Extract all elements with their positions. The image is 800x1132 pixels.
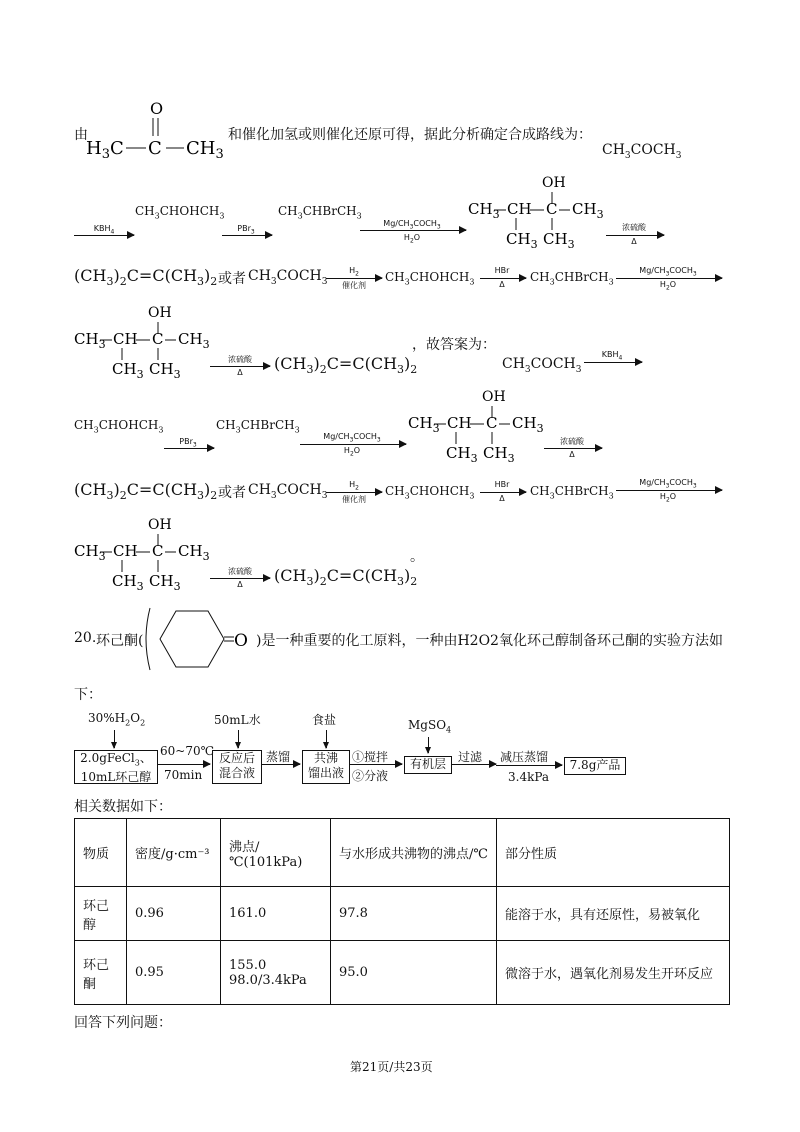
acetone-c: C (148, 138, 162, 159)
flow-arrow2 (262, 764, 300, 765)
or-text-2: 或者 (218, 485, 246, 501)
th-azeotrope: 与水形成共沸物的沸点/℃ (331, 819, 497, 887)
svg-text:CH3: $CH_3$ (149, 572, 181, 590)
flow-arrow1 (158, 764, 210, 765)
label-heat-hbr-2: Δ (499, 494, 505, 503)
flow-arrow5 (496, 765, 562, 766)
svg-text:CH: CH (507, 200, 532, 218)
q20-text: )是一种重要的化工原料，一种由H2O2氧化环己醇制备环己酮的实验方法如 (256, 633, 723, 649)
svg-text:CH3: $CH_3$ (408, 414, 440, 435)
svg-text:CH3: $CH_3$ (112, 360, 144, 378)
end-mark: 。 (410, 549, 424, 565)
svg-text:CH3: $CH_3$ (74, 330, 106, 351)
arrow-grignard-3 (300, 444, 406, 445)
flow-arrow-top3 (326, 730, 327, 748)
q20-number: 20. (74, 630, 97, 646)
label-heat-2: Δ (237, 368, 243, 377)
q20-text2: 下： (74, 687, 102, 703)
route-start-2: $CH_3COCH_3$ (248, 268, 328, 287)
route-start-1: $CH_3COCH_3$ (602, 142, 682, 161)
flow-step5-top: 减压蒸馏 (500, 750, 549, 764)
flow-box2 (212, 750, 262, 784)
or-text-1: 或者 (218, 271, 246, 287)
route-i2-d: $CH_3CHBrCH_3$ (530, 484, 614, 501)
cell-r1-c1: 环己醇 (75, 887, 127, 941)
route-start-3: $CH_3COCH_3$ (502, 356, 582, 375)
arrow-acid-2 (210, 366, 270, 367)
label-water-2: $H_2O$ (659, 280, 677, 292)
svg-text:CH3: $CH_3$ (483, 444, 515, 462)
flow-top4: MgSO$_4$ (408, 718, 452, 735)
cell-r1-c2: 0.96 (127, 887, 221, 941)
label-heat-1: Δ (631, 237, 637, 246)
label-heat-3: Δ (569, 450, 575, 459)
arrow-kbh4-2 (584, 362, 642, 363)
th-properties: 部分性质 (497, 819, 730, 887)
flow-step3a: ①搅拌 (352, 750, 389, 764)
flow-box2-l1: 反应后 (218, 751, 255, 765)
page-footer: 第21页/共23页 (350, 1060, 433, 1074)
svg-text:CH: CH (447, 414, 472, 432)
intro-prefix: 由 (74, 127, 88, 143)
flow-cond1-top: 60~70℃ (160, 744, 215, 758)
route-i2: $CH_3CHBrCH_3$ (278, 204, 362, 221)
label-h2-2: $H_2$ (349, 480, 359, 492)
route-i1-c: $CH_3CHOHCH_3$ (74, 418, 164, 435)
acetone-o: O (150, 99, 164, 118)
label-water-3: $H_2O$ (343, 446, 361, 458)
svg-text:C: C (152, 542, 164, 560)
arrow-hbr-2 (480, 492, 526, 493)
svg-text:CH3: $CH_3$ (468, 200, 500, 221)
label-water: $H_2O$ (403, 233, 421, 245)
flow-step4: 过滤 (458, 750, 483, 764)
flow-box3 (302, 750, 350, 784)
flow-box1-l2: 10mL环己醇 (80, 770, 152, 785)
flow-arrow-top1 (114, 730, 115, 748)
q20-name: 环己酮( (96, 633, 144, 649)
label-grignard-3: $Mg/CH_3COCH_3$ (323, 432, 381, 444)
flow-step3b: ②分液 (352, 769, 389, 783)
alcohol-structure-1 (466, 172, 606, 248)
alcohol-structure-4 (72, 514, 212, 590)
data-table (74, 818, 730, 1005)
th-substance: 物质 (75, 819, 127, 887)
svg-text:CH3: $CH_3$ (74, 542, 106, 563)
flow-box1-l1: 2.0gFeCl$_3$、 (80, 751, 152, 768)
svg-text:CH3: $CH_3$ (512, 414, 544, 435)
label-kbh4: $KBH_4$ (93, 224, 115, 236)
arrow-acid-3 (544, 448, 602, 449)
route-i2-c: $CH_3CHBrCH_3$ (216, 418, 300, 435)
flow-step5-bottom: 3.4kPa (508, 770, 550, 784)
product-2: $(CH_3)_2C=C(CH_3)_2$ (274, 354, 418, 377)
arrow-acid-1 (606, 235, 664, 236)
svg-text:CH3: $CH_3$ (446, 444, 478, 462)
flow-arrow4 (452, 764, 496, 765)
table-row (75, 941, 730, 1005)
label-acid-4: 浓硫酸 (228, 567, 252, 576)
table-row (75, 887, 730, 941)
arrow-h2-2 (326, 492, 382, 493)
svg-text:OH: OH (542, 175, 566, 191)
cyclohexanone-structure (144, 604, 260, 674)
route-i1: $CH_3CHOHCH_3$ (135, 204, 225, 221)
svg-text:OH: OH (148, 305, 172, 321)
product-1: $(CH_3)_2C=C(CH_3)_2$ (74, 266, 218, 289)
flow-top2: 50mL水 (214, 713, 261, 727)
flow-cond1-bottom: 70min (164, 768, 203, 782)
table-header-row (75, 819, 730, 887)
label-pbr3-2: PBr$_3$ (179, 437, 197, 449)
cell-r1-c4: 97.8 (331, 887, 497, 941)
arrow-grignard-4 (616, 490, 722, 491)
svg-text:CH3: $CH_3$ (506, 230, 538, 248)
label-acid-2: 浓硫酸 (228, 355, 252, 364)
svg-text:OH: OH (482, 389, 506, 405)
cell-r1-c5: 能溶于水，具有还原性，易被氧化 (497, 887, 730, 941)
svg-text:CH3: $CH_3$ (543, 230, 575, 248)
flow-box3-l2: 馏出液 (307, 766, 344, 780)
product-4: $(CH_3)_2C=C(CH_3)_2$ (274, 566, 418, 589)
cell-r1-c3: 161.0 (221, 887, 331, 941)
cell-r2-c5: 微溶于水，遇氧化剂易发生开环反应 (497, 941, 730, 1005)
svg-text:CH3: $CH_3$ (178, 330, 210, 351)
label-pbr3: PBr$_3$ (237, 224, 255, 236)
answer-text: ，故答案为： (412, 337, 496, 353)
label-water-4: $H_2O$ (659, 492, 677, 504)
arrow-hbr-1 (480, 278, 526, 279)
label-cat-1: 催化剂 (342, 281, 366, 290)
flow-step2: 蒸馏 (266, 750, 291, 764)
svg-text:C: C (152, 330, 164, 348)
label-h2-1: $H_2$ (349, 266, 359, 278)
flow-box4: 有机层 (404, 756, 452, 774)
product-3: $(CH_3)_2C=C(CH_3)_2$ (74, 480, 218, 503)
arrow-h2-1 (326, 278, 382, 279)
flow-box2-l2: 混合液 (218, 766, 255, 780)
label-grignard-2: $Mg/CH_3COCH_3$ (639, 266, 697, 278)
acetone-structure (86, 96, 226, 162)
cell-r2-c4: 95.0 (331, 941, 497, 1005)
cell-r2-c3: 155.0 98.0/3.4kPa (221, 941, 331, 1005)
cell-r2-c2: 0.95 (127, 941, 221, 1005)
label-kbh4-2: $KBH_4$ (601, 350, 623, 362)
flow-arrow3 (350, 764, 402, 765)
th-bp: 沸点/℃(101kPa) (221, 819, 331, 887)
flow-top3: 食盐 (312, 713, 337, 727)
table-caption: 相关数据如下： (74, 799, 172, 815)
flow-top1: $30\%H_2O_2$ (88, 711, 146, 728)
label-grignard-4: $Mg/CH_3COCH_3$ (639, 478, 697, 490)
label-hbr-2: HBr (494, 480, 510, 489)
svg-text:CH3: $CH_3$ (149, 360, 181, 378)
route-start-4: $CH_3COCH_3$ (248, 482, 328, 501)
label-grignard: $Mg/CH_3COCH_3$ (383, 219, 441, 231)
svg-text:CH: CH (113, 330, 138, 348)
svg-text:C: C (486, 414, 498, 432)
cell-r2-c1: 环己酮 (75, 941, 127, 1005)
svg-text:CH3: $CH_3$ (572, 200, 604, 221)
label-hbr-1: HBr (494, 266, 510, 275)
label-acid-3: 浓硫酸 (560, 437, 584, 446)
flow-box3-l1: 共沸 (313, 751, 338, 765)
route-i2-b: $CH_3CHBrCH_3$ (530, 270, 614, 287)
route-i1-b: $CH_3CHOHCH_3$ (385, 270, 475, 287)
svg-text:CH3: $CH_3$ (112, 572, 144, 590)
intro-text: 和催化加氢或则催化还原可得，据此分析确定合成路线为： (228, 127, 592, 143)
label-cat-2: 催化剂 (342, 495, 366, 504)
svg-text:CH: CH (113, 542, 138, 560)
svg-text:O: O (234, 631, 248, 651)
label-acid-1: 浓硫酸 (622, 223, 646, 232)
svg-text:OH: OH (148, 517, 172, 533)
route-i1-d: $CH_3CHOHCH_3$ (385, 484, 475, 501)
alcohol-structure-2 (72, 302, 212, 378)
label-heat-4: Δ (237, 580, 243, 589)
alcohol-structure-3 (406, 386, 546, 462)
arrow-acid-4 (210, 578, 270, 579)
svg-text:C: C (546, 200, 558, 218)
flow-box1 (74, 750, 158, 784)
flow-box5: 7.8g产品 (564, 757, 626, 775)
th-density: 密度/g·cm⁻³ (127, 819, 221, 887)
flow-arrow-top2 (238, 730, 239, 748)
footer-question: 回答下列问题： (74, 1015, 172, 1031)
label-heat-hbr-1: Δ (499, 280, 505, 289)
arrow-grignard-2 (616, 278, 722, 279)
acetone-right: $CH_3$ (186, 138, 224, 162)
svg-text:CH3: $CH_3$ (178, 542, 210, 563)
flow-arrow-top4 (428, 737, 429, 753)
acetone-left: $H_3C$ (86, 138, 124, 162)
